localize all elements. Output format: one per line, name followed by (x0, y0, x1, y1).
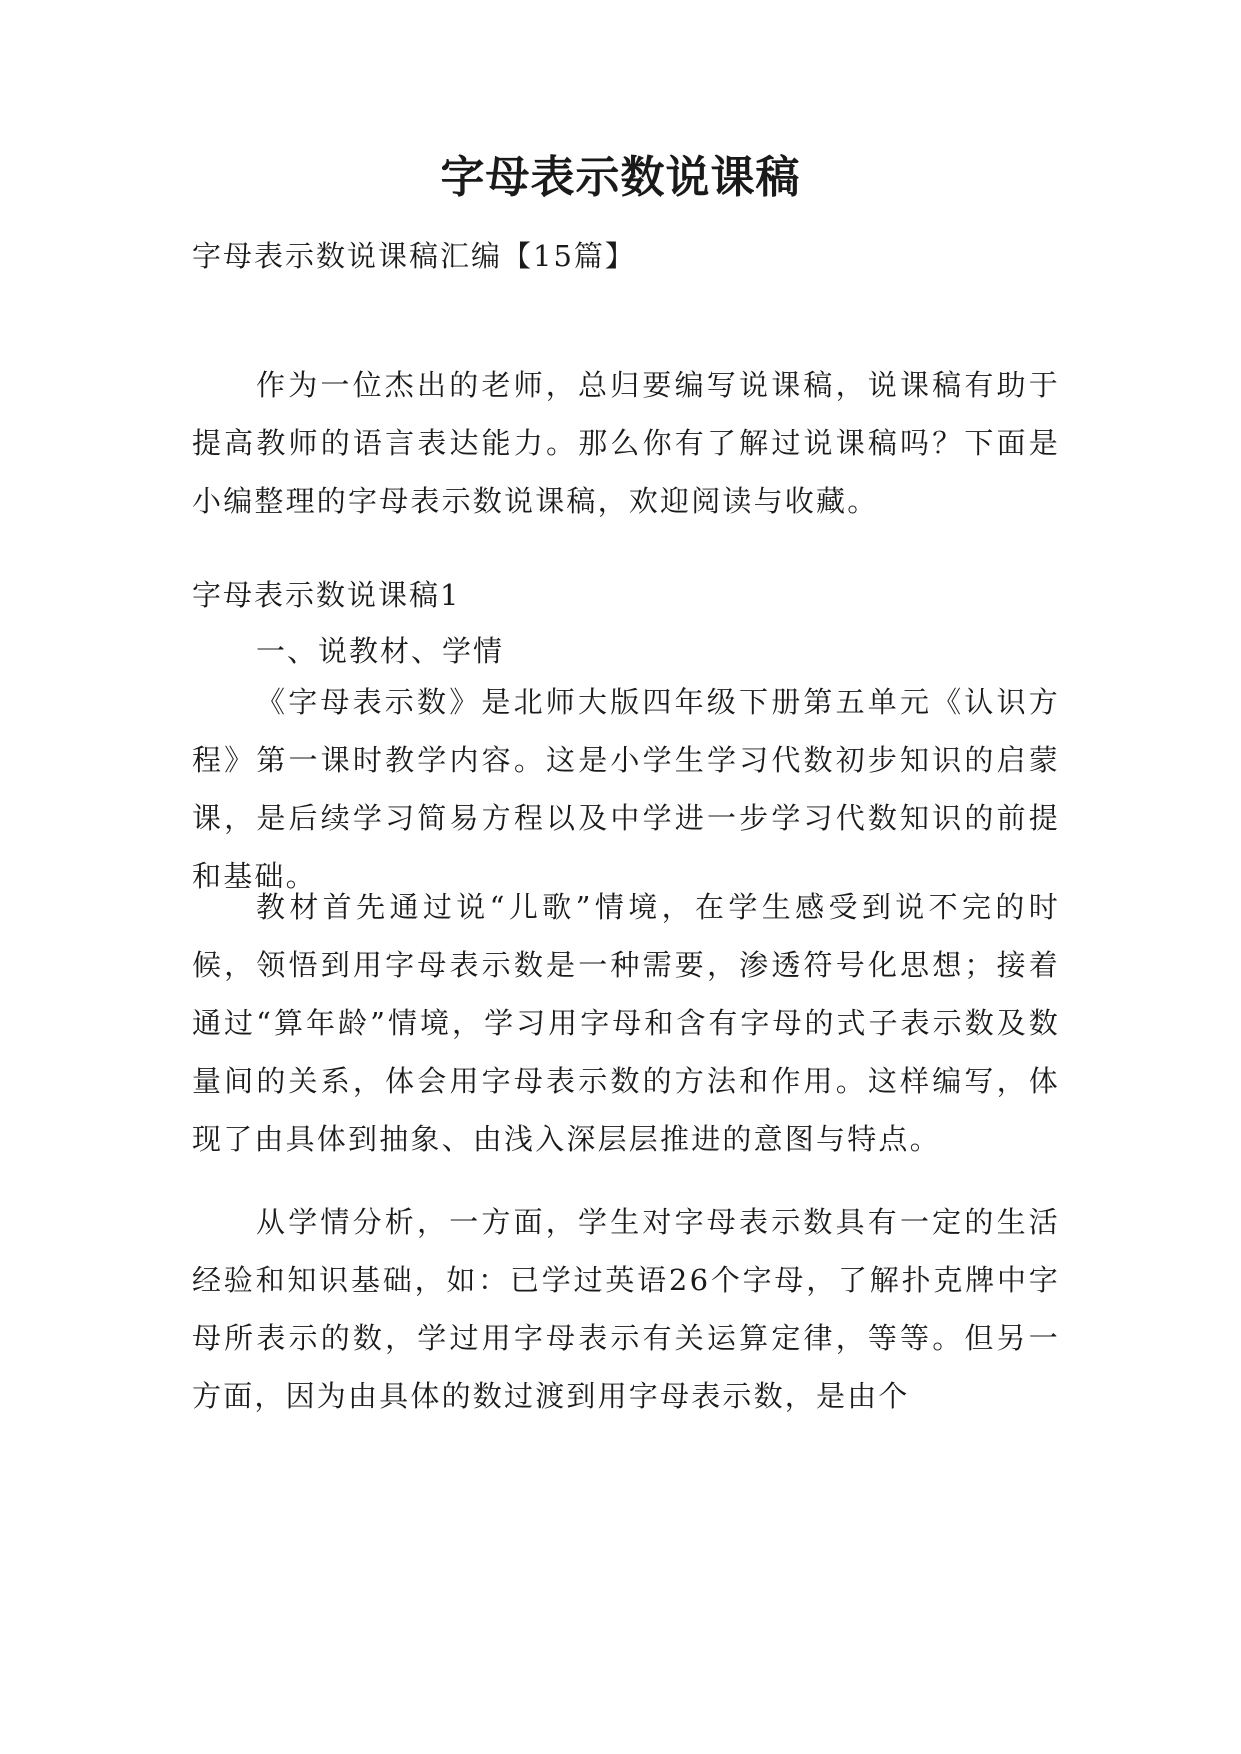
body-paragraph-2: 教材首先通过说“儿歌”情境，在学生感受到说不完的时候，领悟到用字母表示数是一种需要，渗透符号化思想；接着通过“算年龄”情境，学习用字母和含有字母的式子表示数及数量间的关系，体会用字母表示数的方法和作用。这样编写，体现了由具体到抽象、由浅入深层层推进的意图与特点。 (192, 890, 1060, 1156)
document-subtitle: 字母表示数说课稿汇编【15篇】 (192, 239, 636, 273)
intro-paragraph: 作为一位杰出的老师，总归要编写说课稿，说课稿有助于提高教师的语言表达能力。那么你有了解过说课稿吗？下面是小编整理的字母表示数说课稿，欢迎阅读与收藏。 (192, 368, 1060, 518)
body-paragraph-1: 《字母表示数》是北师大版四年级下册第五单元《认识方程》第一课时教学内容。这是小学生学习代数初步知识的启蒙课，是后续学习简易方程以及中学进一步学习代数知识的前提和基础。 (192, 685, 1060, 893)
document-title: 字母表示数说课稿 (440, 152, 801, 203)
section-heading: 字母表示数说课稿1 (192, 578, 461, 612)
part-heading: 一、说教材、学情 (256, 634, 505, 668)
body-paragraph-3: 从学情分析，一方面，学生对字母表示数具有一定的生活经验和知识基础，如：已学过英语26个字母，了解扑克牌中字母所表示的数，学过用字母表示有关运算定律，等等。但另一方面，因为由具体的数过渡到用字母表示数，是由个 (192, 1205, 1060, 1413)
